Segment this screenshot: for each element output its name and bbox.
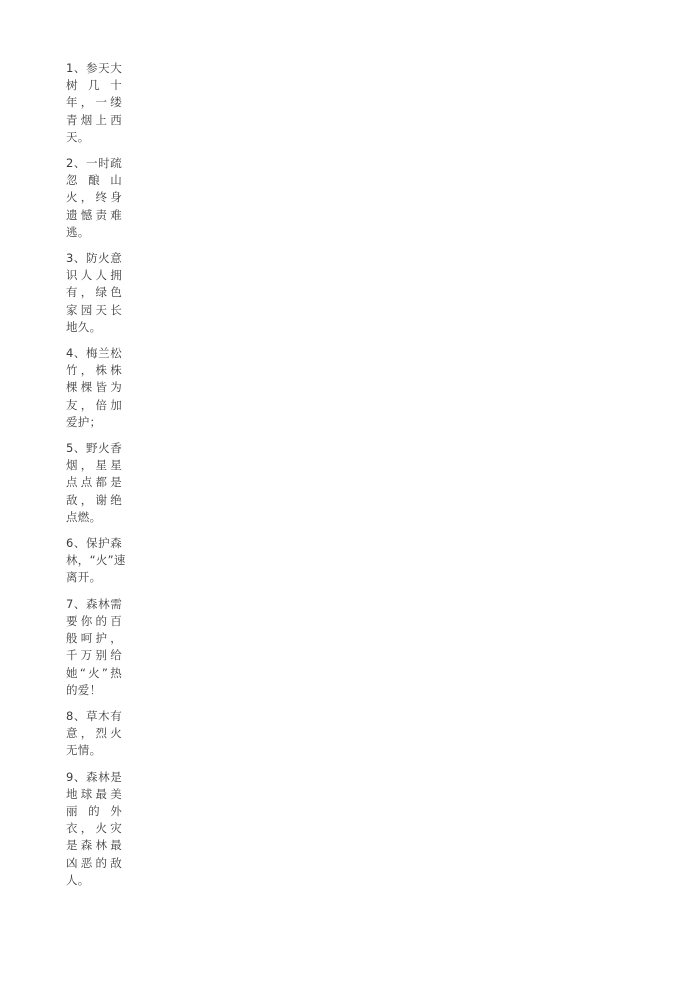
paragraph: 3、防火意识人人拥有，绿色家园天长地久。: [66, 251, 122, 334]
paragraph: 4、梅兰松竹，株株棵棵皆为友，倍加爱护；: [66, 346, 122, 429]
paragraph: 6、保护森林，“火”速离开。: [66, 536, 126, 585]
text-column: [66, 60, 126, 889]
paragraph: 1、参天大树几十年，一缕青烟上西天。: [66, 61, 122, 144]
paragraph: 5、野火香烟，星星点点都是敌，谢绝点燃。: [66, 441, 122, 524]
paragraph: 9、森林是地球最美丽的外衣，火灾是森林最凶恶的敌人。: [66, 769, 122, 887]
paragraph: 8、草木有意，烈火无情。: [66, 708, 122, 758]
paragraph: 7、森林需要你的百般呵护，千万别给她“火”热的爱！: [66, 596, 122, 697]
paragraph: 2、一时疏忽酿山火，终身遗憾责难逃。: [66, 156, 122, 239]
